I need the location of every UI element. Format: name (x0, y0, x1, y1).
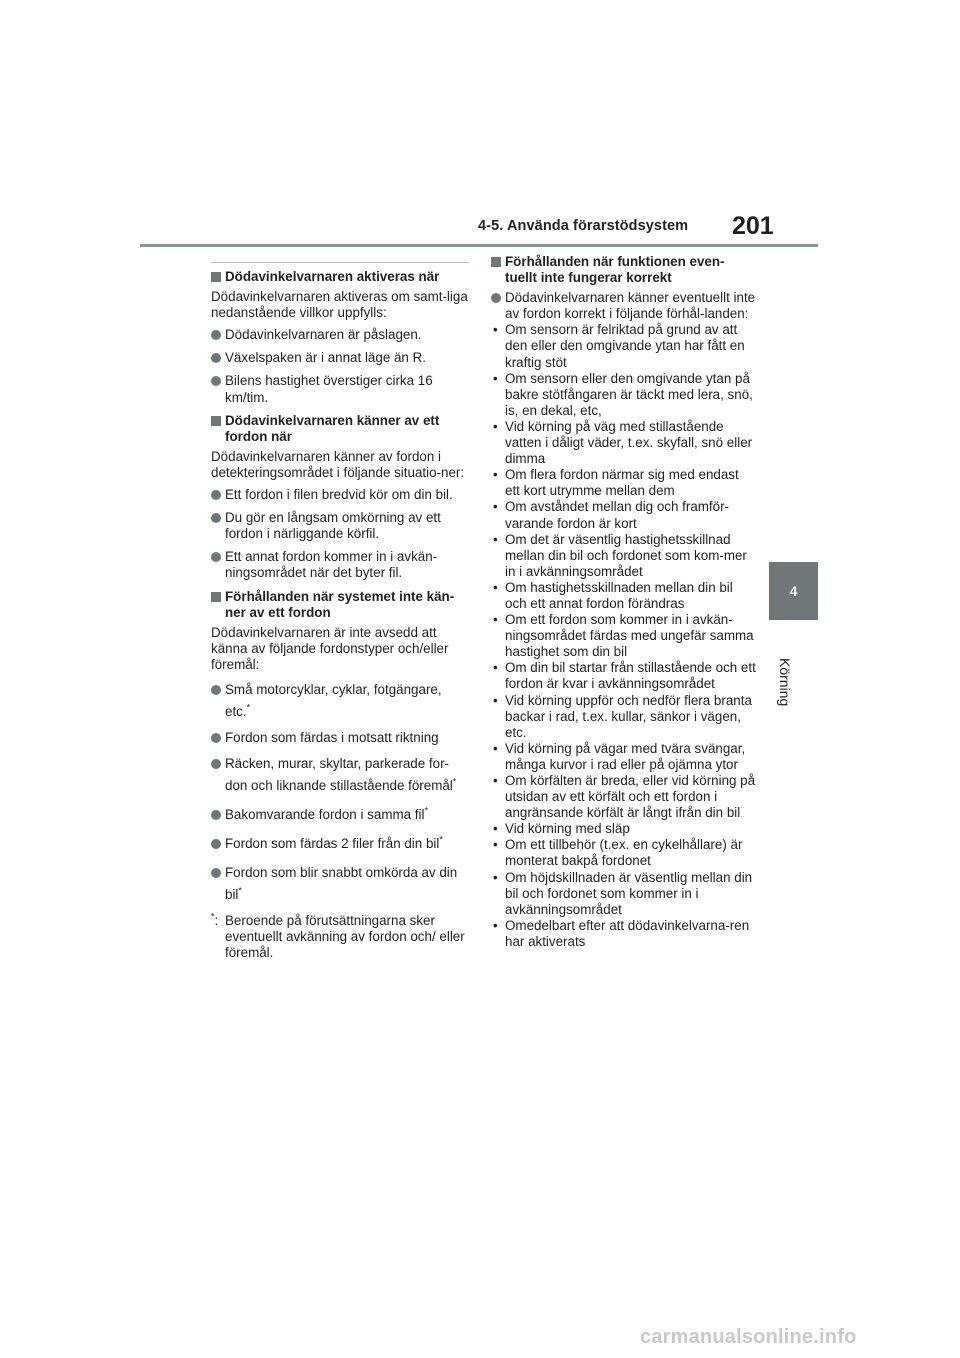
list-item: • Om körfälten är breda, eller vid körning på utsidan av ett körfält och ett fordon i angränsande körfält är långt ifrån din bil (491, 773, 756, 821)
list-item: • Om höjdskillnaden är väsentlig mellan din bil och fordonet som kommer in i avkänningsområdet (491, 870, 756, 918)
footnote-text: Beroende på förutsättningarna sker eventuellt avkänning av fordon och/ eller föremål. (225, 913, 465, 961)
list-item: • Vid körning på väg med stillastående vatten i dåligt väder, t.ex. skyfall, snö eller dimma (491, 419, 756, 467)
section-heading: Dödavinkelvarnaren aktiveras när (211, 269, 469, 285)
bullet-text: Räcken, murar, skyltar, parkerade for-don och liknande stillastående föremål (225, 756, 453, 794)
section-heading: Dödavinkelvarnaren känner av ett fordon när (211, 413, 469, 445)
section-heading: Förhållanden när funktionen even-tuellt inte fungerar korrekt (491, 254, 756, 286)
footnote-colon: : (214, 913, 219, 929)
bullet-item: Du gör en långsam omkörning av ett fordon i närliggande körfil. (211, 510, 469, 542)
bullet-item: Fordon som färdas i motsatt riktning (211, 730, 469, 746)
bullet-item (211, 833, 469, 855)
bullet-text: Fordon som blir snabbt omkörda av din bil (225, 865, 458, 903)
section-title: 4-5. Använda förarstödsystem (478, 218, 689, 234)
column-rule (211, 262, 469, 263)
bullet-item: Dödavinkelvarnaren känner eventuellt inte av fordon korrekt i följande förhål-landen: (491, 290, 756, 322)
list-item: • Om det är väsentlig hastighetsskillnad mellan din bil och fordonet som kom-mer in i avkänningsområdet (491, 532, 756, 580)
bullet-text: Små motorcyklar, cyklar, fotgängare, etc. (225, 681, 442, 719)
chapter-tab[interactable] (769, 562, 818, 620)
bullet-item (211, 804, 469, 826)
list-item: • Om ett tillbehör (t.ex. en cykelhållare) är monterat bakpå fordonet (491, 837, 756, 869)
page-number: 201 (732, 212, 774, 240)
footnote (211, 913, 469, 961)
list-item: • Om din bil startar från stillastående och ett fordon är kvar i avkänningsområdet (491, 660, 756, 692)
right-column (491, 254, 756, 950)
list-item: • Om sensorn eller den omgivande ytan på bakre stötfångaren är täckt med lera, snö, is, en dekal, etc, (491, 371, 756, 419)
bullet-text: Bakomvarande fordon i samma fil (225, 807, 425, 823)
list-item: • Vid körning uppför och nedför flera branta backar i rad, t.ex. kullar, sänkor i vägen, etc. (491, 693, 756, 741)
footnote-marker (211, 913, 218, 929)
list-item: • Vid körning på vägar med tvära svängar, många kurvor i rad eller på ojämna ytor (491, 741, 756, 773)
bullet-item: Ett annat fordon kommer in i avkän-ningsområdet när det byter fil. (211, 549, 469, 581)
paragraph: Dödavinkelvarnaren känner av fordon i detekteringsområdet i följande situatio-ner: (211, 448, 465, 480)
header-rule (140, 244, 818, 247)
watermark: carmanualsonline.info (640, 1326, 857, 1348)
bullet-text: Fordon som färdas 2 filer från din bil (225, 836, 440, 852)
footnote-ref: * (452, 776, 457, 787)
bullet-item (211, 753, 469, 797)
bullet-item: Ett fordon i filen bredvid kör om din bil. (211, 487, 469, 503)
section-heading: Förhållanden när systemet inte kän-ner av ett fordon (211, 589, 469, 621)
bullet-item: Växelspaken är i annat läge än R. (211, 350, 469, 366)
footnote-ref: * (439, 834, 443, 845)
footnote-ref: * (238, 885, 242, 896)
paragraph: Dödavinkelvarnaren är inte avsedd att känna av följande fordonstyper och/eller föremål: (211, 624, 449, 672)
list-item: • Om avståndet mellan dig och framför-varande fordon är kort (491, 499, 756, 531)
chapter-label: Körning (777, 658, 793, 707)
bullet-item (211, 679, 469, 723)
footnote-ref: * (246, 702, 251, 713)
left-column (211, 262, 469, 961)
paragraph: Dödavinkelvarnaren aktiveras om samt-liga nedanstående villkor uppfylls: (211, 289, 468, 321)
bullet-item: Dödavinkelvarnaren är påslagen. (211, 327, 469, 343)
bullet-item (211, 862, 469, 906)
list-item: • Vid körning med släp (491, 821, 756, 837)
chapter-number: 4 (789, 583, 798, 599)
footnote-star: * (211, 911, 215, 922)
list-item: • Om ett fordon som kommer in i avkän-ningsområdet färdas med ungefär samma hastighet som din bil (491, 612, 756, 660)
list-item: • Om hastighetsskillnaden mellan din bil och ett annat fordon förändras (491, 580, 756, 612)
footnote-ref: * (424, 805, 428, 816)
list-item: • Om sensorn är felriktad på grund av att den eller den omgivande ytan har fått en kraftig stöt (491, 322, 756, 370)
condition-list (491, 322, 756, 950)
list-item: • Om flera fordon närmar sig med endast ett kort utrymme mellan dem (491, 467, 756, 499)
bullet-item: Bilens hastighet överstiger cirka 16 km/tim. (211, 373, 469, 405)
list-item: • Omedelbart efter att dödavinkelvarna-ren har aktiverats (491, 918, 756, 950)
